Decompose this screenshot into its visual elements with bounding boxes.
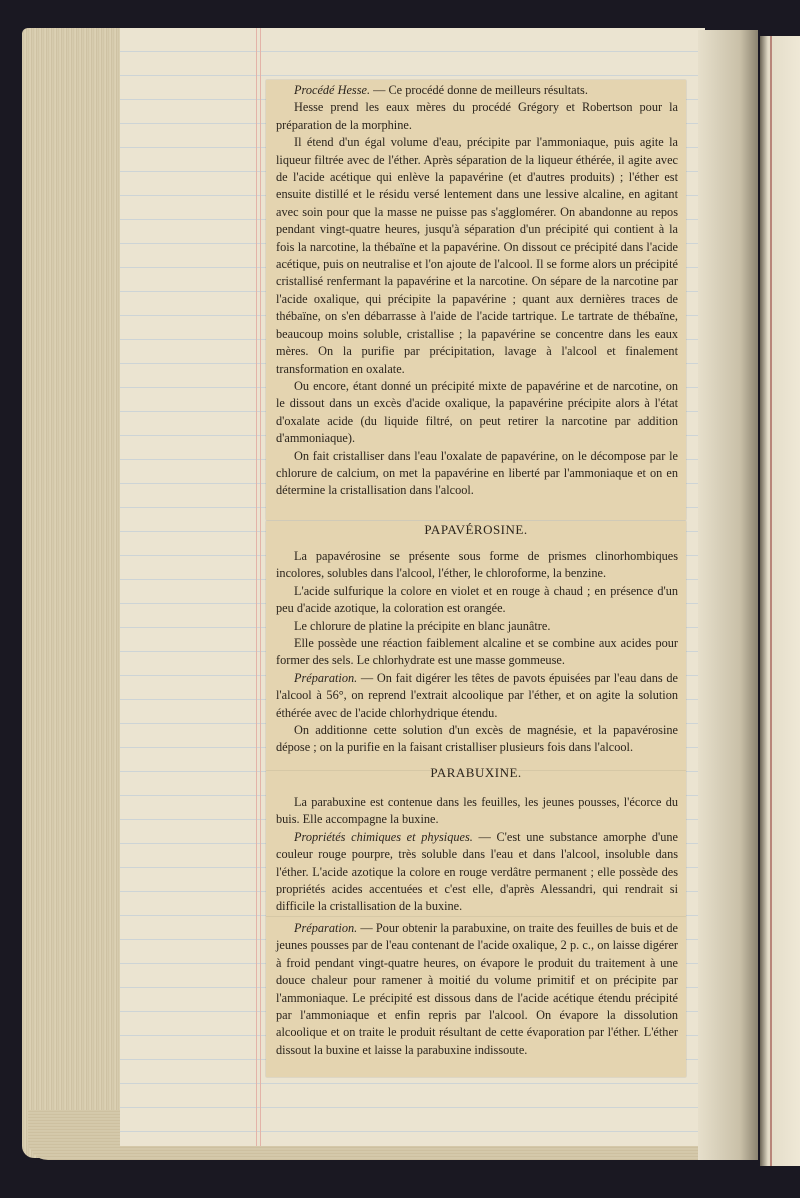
papaverosine-paragraph-3: Le chlorure de platine la précipite en blanc jaunâtre. xyxy=(294,618,551,633)
hesse-paragraph-3: Ou encore, étant donné un précipité mixte de papavérine et de narcotine, on le dissout dans un excès d'acide oxalique, la papavérine précipite alors à l'état d'oxalate acide (du liquide filtré, on peut retirer la narcotine par addition d'ammoniaque). xyxy=(276,378,678,446)
book-page-stack xyxy=(22,28,132,1158)
papaverosine-paragraph-6: On additionne cette solution d'un excès de magnésie, et la papavérosine dépose ; on la purifie en la faisant cristalliser plusieurs fois dans l'alcool. xyxy=(276,723,678,755)
hesse-paragraph-2: Il étend d'un égal volume d'eau, précipite par l'ammoniaque, puis agite la liqueur filtrée avec de l'éther. Après séparation de la liqueur éthérée, il agite avec de l'acide acétique qui enlève la papavérine (et d'autres produits) ; l'éther est ensuite distillé et le résidu versé lentement dans une lessive alcaline, en agitant avec soin pour que la masse ne puisse pas s'agglomérer. On abandonne au repos pendant vingt-quatre heures, jusqu'à séparation d'un précipité qui contient à la fois la narcotine, la thébaïne et la papavérine. On dissout ce précipité dans l'acide acétique, puis on neutralise et l'on ajoute de l'alcool. Il se forme alors un précipité cristallisé renfermant la papavérine et la narcotine. On sépare de la narcotine par l'acide oxalique, qui précipite la papavérine ; quant aux dernières traces de thébaïne, on s'en débarrasse à l'aide de l'acide tartrique. Le tartrate de thébaïne, beaucoup moins soluble, cristallise ; la papavérine se concentre dans les eaux mères. On la purifie par précipitation, lavage à l'alcool et finalement transformation en oxalate. xyxy=(276,135,678,376)
parabuxine-preparation-label: Préparation. xyxy=(294,921,358,935)
parabuxine-paragraph-3 xyxy=(276,920,678,1059)
papaverosine-paragraph-4: Elle possède une réaction faiblement alcaline et se combine aux acides pour former des sels. Le chlorhydrate est une masse gommeuse. xyxy=(276,636,678,668)
hesse-title: Procédé Hesse. xyxy=(294,83,371,97)
parabuxine-paragraph-2 xyxy=(276,829,678,916)
papaverosine-text xyxy=(276,548,678,757)
parabuxine-paragraph-1: La parabuxine est contenue dans les feuilles, les jeunes pousses, l'écorce du buis. Elle accompagne la buxine. xyxy=(276,795,678,827)
papaverosine-paragraph-5 xyxy=(276,670,678,722)
clipping-parabuxine-preparation xyxy=(266,917,686,1077)
papaverosine-heading: PAPAVÉROSINE. xyxy=(424,522,528,537)
papaverosine-paragraph-2: L'acide sulfurique la colore en violet et en rouge à chaud ; en présence d'un peu d'acide azotique, la coloration est orangée. xyxy=(276,583,678,616)
hesse-intro: — Ce procédé donne de meilleurs résultats. xyxy=(370,83,588,97)
hesse-paragraph-4: On fait cristalliser dans l'eau l'oxalate de papavérine, on le décompose par le chlorure de calcium, on met la papavérine en liberté par l'ammoniaque et on en détermine la cristallisation dans l'alcool. xyxy=(276,448,678,498)
facing-page-edge xyxy=(760,36,800,1166)
book-gutter xyxy=(698,30,758,1160)
papaverosine-preparation-text: — On fait digérer les têtes de pavots épuisées par l'eau dans de l'alcool à 56°, on reprend l'extrait alcoolique par l'éther, et on agite la solution éthérée avec de l'acide chlorhydrique étendu. xyxy=(276,670,678,720)
clipping-parabuxine xyxy=(266,765,686,917)
parabuxine-preparation-text: — Pour obtenir la parabuxine, on traite des feuilles de buis et de jeunes pousses par de l'eau contenant de l'acide oxalique, 2 p. c., on laisse digérer à froid pendant vingt-quatre heures, on évapore le produit du traitement à une douce chaleur pour ramener à moitié du volume primitif et on précipite par l'ammoniaque. Le précipité est dissous dans de l'acide acétique étendu précipité par l'ammoniaque et enfin repris par l'alcool. On évapore la dissolution alcoolique et on traite le produit résultant de cette évaporation par l'éther. L'éther dissout la buxine et laisse la parabuxine indissoute. xyxy=(276,921,678,1057)
hesse-paragraph-1: Hesse prend les eaux mères du procédé Grégory et Robertson pour la préparation de la morphine. xyxy=(276,100,678,132)
parabuxine-properties-label: Propriétés chimiques et physiques. xyxy=(294,829,473,844)
papaverosine-paragraph-1: La papavérosine se présente sous forme de prismes clinorhombiques incolores, solubles dans l'alcool, l'éther, le chloroforme, la benzine. xyxy=(276,549,678,581)
papaverosine-preparation-label: Préparation. xyxy=(294,670,358,685)
hesse-text xyxy=(276,82,678,500)
parabuxine-text xyxy=(276,794,678,916)
clipping-procede-hesse xyxy=(266,80,686,520)
parabuxine-heading: PARABUXINE. xyxy=(430,765,522,780)
parabuxine-properties-text: — C'est une substance amorphe d'une couleur rouge pourpre, très soluble dans l'eau et dans l'alcool, insoluble dans l'éther. L'acide azotique la colore en rouge verdâtre permanent ; elle possède des propriétés acides accentuées et c'est elle, d'après Alessandri, qui rendrait si difficile la cristallisation de la buxine. xyxy=(276,829,678,914)
hesse-paragraph-0 xyxy=(276,82,678,99)
parabuxine-preparation-block xyxy=(276,920,678,1059)
clipping-papaverosine xyxy=(266,521,686,771)
